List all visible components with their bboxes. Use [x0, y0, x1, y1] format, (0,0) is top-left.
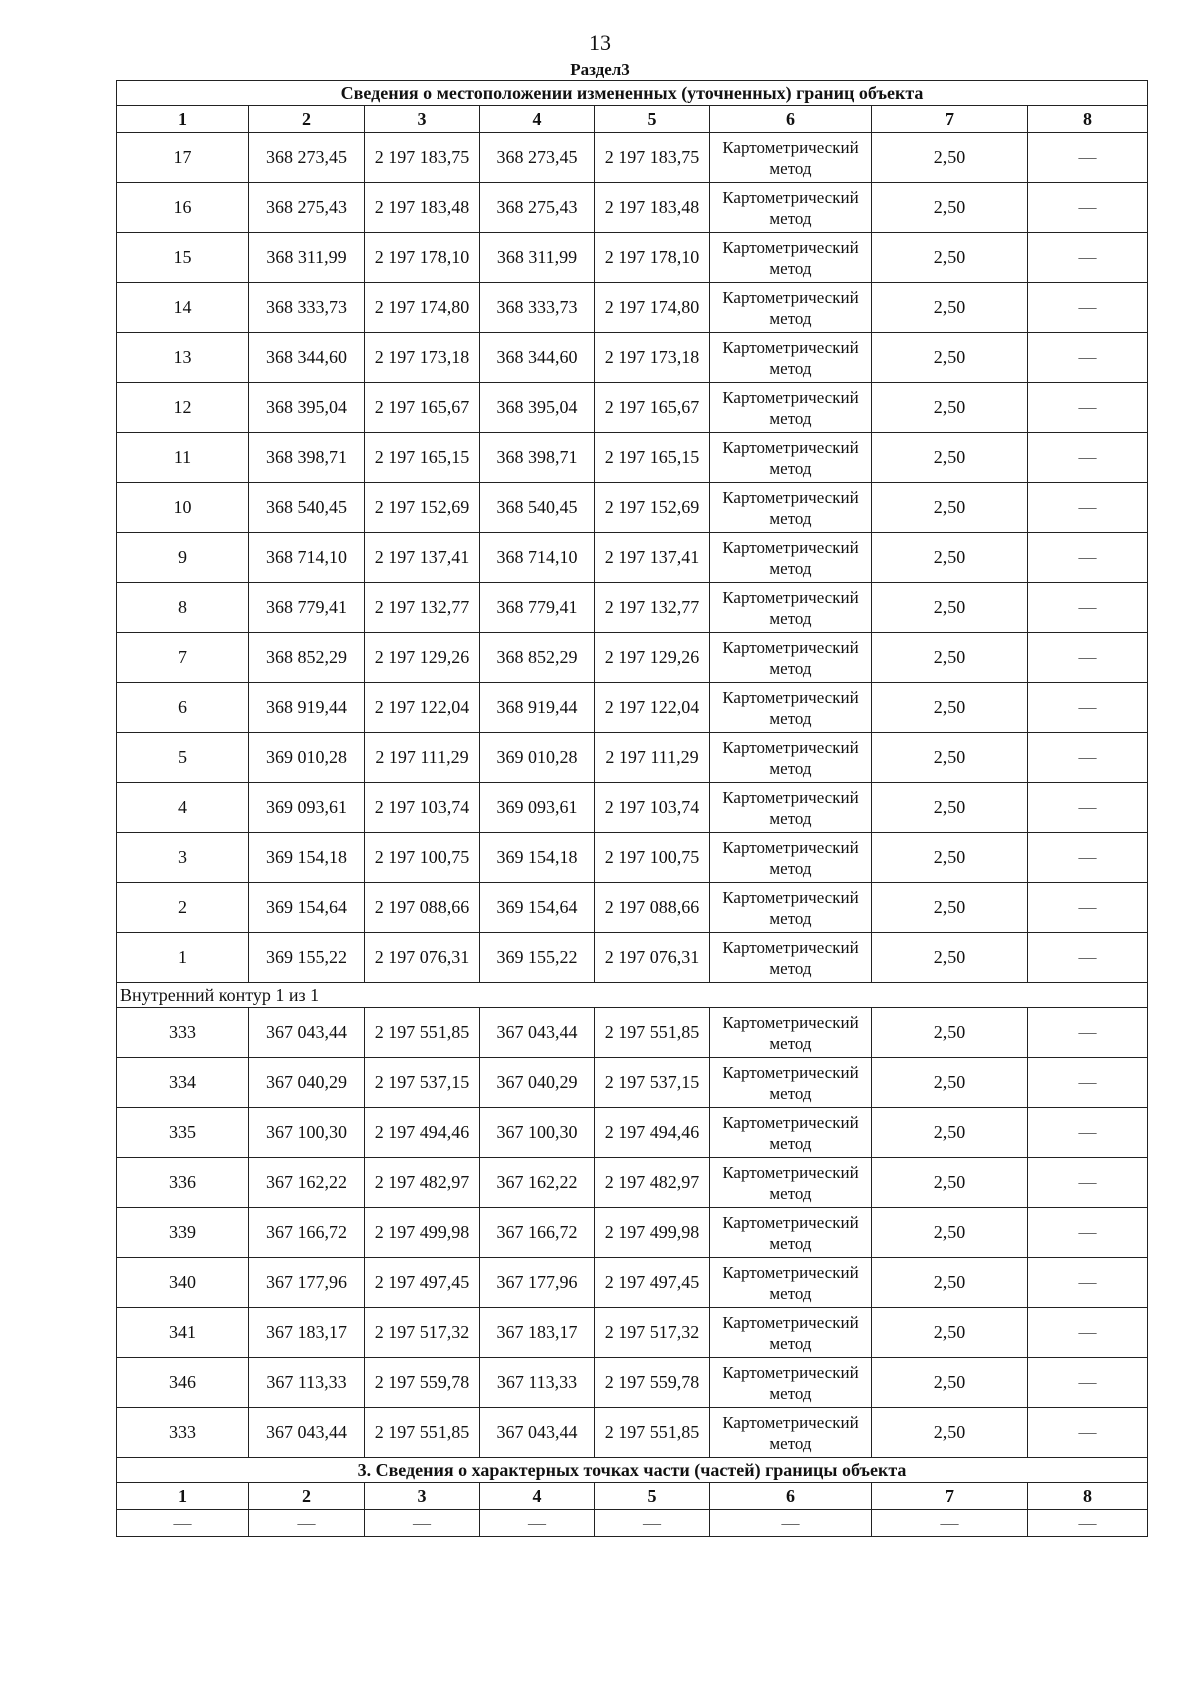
table-cell: 2,50: [872, 1208, 1028, 1258]
dash-cell: —: [1028, 383, 1148, 433]
table-cell: 368 852,29: [480, 633, 595, 683]
table-cell: 2 197 152,69: [365, 483, 480, 533]
table-cell: 367 183,17: [480, 1308, 595, 1358]
table-cell: 2 197 165,67: [365, 383, 480, 433]
method-cell: Картометрический метод: [710, 783, 872, 833]
table-cell: 368 779,41: [249, 583, 365, 633]
table-cell: 2,50: [872, 1408, 1028, 1458]
dash-cell: —: [1028, 233, 1148, 283]
table-cell: 368 275,43: [480, 183, 595, 233]
table-row: [117, 633, 1148, 683]
table-cell: 346: [117, 1358, 249, 1408]
table-cell: 2 197 100,75: [365, 833, 480, 883]
table-cell: 368 919,44: [480, 683, 595, 733]
table-cell: 2 197 129,26: [365, 633, 480, 683]
boundary-table-body: [117, 81, 1148, 1537]
table-cell: 2 197 132,77: [595, 583, 710, 633]
section2-title-row: [117, 81, 1148, 106]
table-row: [117, 683, 1148, 733]
table-cell: 2 197 551,85: [595, 1408, 710, 1458]
method-cell: Картометрический метод: [710, 383, 872, 433]
table-cell: 2 197 183,48: [595, 183, 710, 233]
table-cell: 369 154,18: [249, 833, 365, 883]
table-cell: 2 197 132,77: [365, 583, 480, 633]
table-cell: 2 197 499,98: [595, 1208, 710, 1258]
dash-cell: —: [1028, 483, 1148, 533]
table-cell: 369 010,28: [249, 733, 365, 783]
column-header: 3: [365, 106, 480, 133]
table-cell: 369 093,61: [480, 783, 595, 833]
table-cell: 2,50: [872, 1258, 1028, 1308]
method-cell: Картометрический метод: [710, 1308, 872, 1358]
table-cell: 2,50: [872, 1358, 1028, 1408]
table-cell: 367 043,44: [480, 1008, 595, 1058]
table-cell: 369 155,22: [249, 933, 365, 983]
column-header: 1: [117, 106, 249, 133]
table-cell: 368 398,71: [249, 433, 365, 483]
table-cell: 2 197 174,80: [595, 283, 710, 333]
table-cell: —: [117, 1510, 249, 1537]
table-row: [117, 733, 1148, 783]
table-cell: 2 197 137,41: [365, 533, 480, 583]
table-cell: 2 197 551,85: [365, 1408, 480, 1458]
table-cell: 16: [117, 183, 249, 233]
table-cell: 368 333,73: [249, 283, 365, 333]
table-cell: 367 166,72: [480, 1208, 595, 1258]
table-cell: 11: [117, 433, 249, 483]
table-cell: 2 197 100,75: [595, 833, 710, 883]
method-cell: Картометрический метод: [710, 1408, 872, 1458]
table-cell: 367 162,22: [480, 1158, 595, 1208]
page-number: 13: [589, 30, 611, 55]
dash-cell: —: [1028, 1108, 1148, 1158]
method-cell: Картометрический метод: [710, 283, 872, 333]
table-row: [117, 933, 1148, 983]
table-cell: 13: [117, 333, 249, 383]
table-cell: —: [249, 1510, 365, 1537]
table-cell: 2 197 111,29: [595, 733, 710, 783]
method-cell: Картометрический метод: [710, 1058, 872, 1108]
section2-header-row: [117, 106, 1148, 133]
inner-contour-label: Внутренний контур 1 из 1: [117, 983, 1148, 1008]
table-row: [117, 183, 1148, 233]
table-cell: 333: [117, 1008, 249, 1058]
section3-header-row: [117, 1483, 1148, 1510]
table-cell: 368 311,99: [249, 233, 365, 283]
table-row: [117, 433, 1148, 483]
method-cell: Картометрический метод: [710, 883, 872, 933]
section-label: Раздел3: [570, 60, 630, 79]
method-cell: Картометрический метод: [710, 1358, 872, 1408]
table-cell: 2 197 494,46: [365, 1108, 480, 1158]
table-row: [117, 233, 1148, 283]
table-cell: 2 197 129,26: [595, 633, 710, 683]
table-cell: 2,50: [872, 683, 1028, 733]
column-header: 3: [365, 1483, 480, 1510]
table-cell: 333: [117, 1408, 249, 1458]
table-cell: 369 154,18: [480, 833, 595, 883]
table-row: [117, 583, 1148, 633]
method-cell: Картометрический метод: [710, 1258, 872, 1308]
table-cell: 368 852,29: [249, 633, 365, 683]
table-cell: 2 197 183,75: [365, 133, 480, 183]
table-cell: 368 540,45: [480, 483, 595, 533]
table-cell: —: [365, 1510, 480, 1537]
table-cell: 367 100,30: [480, 1108, 595, 1158]
table-cell: —: [872, 1510, 1028, 1537]
table-cell: 367 177,96: [249, 1258, 365, 1308]
table-cell: 3: [117, 833, 249, 883]
column-header: 2: [249, 1483, 365, 1510]
method-cell: Картометрический метод: [710, 333, 872, 383]
table-cell: 2,50: [872, 933, 1028, 983]
table-cell: 2,50: [872, 233, 1028, 283]
table-cell: 2,50: [872, 883, 1028, 933]
table-cell: 2,50: [872, 133, 1028, 183]
table-row: [117, 1408, 1148, 1458]
dash-cell: —: [1028, 433, 1148, 483]
table-cell: 341: [117, 1308, 249, 1358]
table-cell: 2 197 178,10: [595, 233, 710, 283]
table-cell: 2 197 559,78: [365, 1358, 480, 1408]
dash-cell: —: [1028, 1258, 1148, 1308]
table-cell: 2 197 482,97: [365, 1158, 480, 1208]
column-header: 5: [595, 106, 710, 133]
table-cell: 2,50: [872, 733, 1028, 783]
method-cell: Картометрический метод: [710, 183, 872, 233]
table-cell: 369 154,64: [480, 883, 595, 933]
method-cell: Картометрический метод: [710, 1158, 872, 1208]
table-cell: 368 273,45: [249, 133, 365, 183]
table-row: [117, 1308, 1148, 1358]
table-cell: 8: [117, 583, 249, 633]
table-cell: 367 040,29: [480, 1058, 595, 1108]
table-cell: 14: [117, 283, 249, 333]
table-cell: 2 197 559,78: [595, 1358, 710, 1408]
table-cell: 367 113,33: [480, 1358, 595, 1408]
method-cell: Картометрический метод: [710, 533, 872, 583]
table-cell: 2 197 499,98: [365, 1208, 480, 1258]
table-row: [117, 483, 1148, 533]
dash-cell: —: [1028, 733, 1148, 783]
table-cell: 367 166,72: [249, 1208, 365, 1258]
table-cell: 2 197 165,15: [365, 433, 480, 483]
table-row: [117, 1158, 1148, 1208]
table-cell: 368 714,10: [249, 533, 365, 583]
dash-cell: —: [1028, 583, 1148, 633]
table-cell: 2,50: [872, 583, 1028, 633]
table-cell: 2,50: [872, 433, 1028, 483]
section3-empty-row: [117, 1510, 1148, 1537]
table-cell: 369 093,61: [249, 783, 365, 833]
table-cell: 2,50: [872, 1008, 1028, 1058]
method-cell: Картометрический метод: [710, 1208, 872, 1258]
table-cell: 15: [117, 233, 249, 283]
table-cell: 2 197 122,04: [595, 683, 710, 733]
section3-title-row: [117, 1458, 1148, 1483]
column-header: 7: [872, 106, 1028, 133]
table-cell: 2,50: [872, 483, 1028, 533]
table-cell: 2 197 088,66: [595, 883, 710, 933]
table-cell: 368 779,41: [480, 583, 595, 633]
table-cell: 2 197 497,45: [365, 1258, 480, 1308]
table-cell: 2,50: [872, 383, 1028, 433]
table-cell: —: [595, 1510, 710, 1537]
table-cell: 2 197 165,67: [595, 383, 710, 433]
table-cell: 2,50: [872, 283, 1028, 333]
table-cell: 368 311,99: [480, 233, 595, 283]
table-cell: 2 197 173,18: [365, 333, 480, 383]
table-cell: 2: [117, 883, 249, 933]
dash-cell: —: [1028, 633, 1148, 683]
table-cell: 2 197 173,18: [595, 333, 710, 383]
table-cell: 336: [117, 1158, 249, 1208]
table-cell: 2 197 183,75: [595, 133, 710, 183]
table-row: [117, 383, 1148, 433]
dash-cell: —: [1028, 1008, 1148, 1058]
table-cell: 2 197 076,31: [365, 933, 480, 983]
table-cell: 335: [117, 1108, 249, 1158]
table-cell: —: [480, 1510, 595, 1537]
dash-cell: —: [1028, 1408, 1148, 1458]
table-cell: 2 197 517,32: [595, 1308, 710, 1358]
table-cell: 369 154,64: [249, 883, 365, 933]
dash-cell: —: [1028, 933, 1148, 983]
table-cell: 2 197 137,41: [595, 533, 710, 583]
table-cell: 7: [117, 633, 249, 683]
table-cell: 368 919,44: [249, 683, 365, 733]
table-cell: 9: [117, 533, 249, 583]
table-cell: 2,50: [872, 833, 1028, 883]
table-cell: 2,50: [872, 533, 1028, 583]
table-cell: 2 197 482,97: [595, 1158, 710, 1208]
column-header: 4: [480, 106, 595, 133]
dash-cell: —: [1028, 683, 1148, 733]
dash-cell: —: [1028, 283, 1148, 333]
table-cell: 2 197 551,85: [595, 1008, 710, 1058]
column-header: 5: [595, 1483, 710, 1510]
table-cell: 368 344,60: [480, 333, 595, 383]
table-cell: 2,50: [872, 1158, 1028, 1208]
table-cell: 5: [117, 733, 249, 783]
column-header: 7: [872, 1483, 1028, 1510]
dash-cell: —: [1028, 1158, 1148, 1208]
table-cell: 367 040,29: [249, 1058, 365, 1108]
method-cell: Картометрический метод: [710, 483, 872, 533]
table-cell: 368 273,45: [480, 133, 595, 183]
dash-cell: —: [1028, 1358, 1148, 1408]
table-cell: 2,50: [872, 1308, 1028, 1358]
table-cell: 2,50: [872, 1108, 1028, 1158]
table-cell: 2 197 088,66: [365, 883, 480, 933]
table-row: [117, 1358, 1148, 1408]
table-cell: 2,50: [872, 183, 1028, 233]
table-row: [117, 333, 1148, 383]
table-cell: 2 197 152,69: [595, 483, 710, 533]
table-cell: 10: [117, 483, 249, 533]
table-cell: 2 197 551,85: [365, 1008, 480, 1058]
method-cell: Картометрический метод: [710, 583, 872, 633]
table-cell: 339: [117, 1208, 249, 1258]
method-cell: Картометрический метод: [710, 233, 872, 283]
table-cell: 2,50: [872, 783, 1028, 833]
dash-cell: —: [1028, 333, 1148, 383]
table-cell: 2 197 111,29: [365, 733, 480, 783]
table-cell: 367 100,30: [249, 1108, 365, 1158]
dash-cell: —: [1028, 833, 1148, 883]
table-cell: 2,50: [872, 333, 1028, 383]
table-cell: 1: [117, 933, 249, 983]
table-row: [117, 1208, 1148, 1258]
column-header: 6: [710, 106, 872, 133]
section3-title: 3. Сведения о характерных точках части (частей) границы объекта: [117, 1458, 1148, 1483]
column-header: 4: [480, 1483, 595, 1510]
table-cell: 2 197 497,45: [595, 1258, 710, 1308]
method-cell: Картометрический метод: [710, 1108, 872, 1158]
dash-cell: —: [1028, 883, 1148, 933]
dash-cell: —: [1028, 133, 1148, 183]
table-cell: 368 275,43: [249, 183, 365, 233]
dash-cell: —: [1028, 783, 1148, 833]
table-cell: —: [710, 1510, 872, 1537]
table-cell: 2 197 178,10: [365, 233, 480, 283]
table-cell: 4: [117, 783, 249, 833]
table-row: [117, 1008, 1148, 1058]
table-row: [117, 883, 1148, 933]
table-cell: 2 197 517,32: [365, 1308, 480, 1358]
table-cell: 2 197 537,15: [595, 1058, 710, 1108]
table-cell: 368 395,04: [480, 383, 595, 433]
table-cell: 2 197 122,04: [365, 683, 480, 733]
table-cell: 368 344,60: [249, 333, 365, 383]
column-header: 6: [710, 1483, 872, 1510]
table-cell: 334: [117, 1058, 249, 1108]
dash-cell: —: [1028, 1058, 1148, 1108]
method-cell: Картометрический метод: [710, 633, 872, 683]
table-cell: 368 395,04: [249, 383, 365, 433]
method-cell: Картометрический метод: [710, 733, 872, 783]
table-cell: 367 043,44: [249, 1408, 365, 1458]
method-cell: Картометрический метод: [710, 683, 872, 733]
table-row: [117, 783, 1148, 833]
table-cell: 17: [117, 133, 249, 183]
dash-cell: —: [1028, 533, 1148, 583]
section2-title: Сведения о местоположении измененных (уточненных) границ объекта: [117, 81, 1148, 106]
table-cell: 367 162,22: [249, 1158, 365, 1208]
inner-contour-row: [117, 983, 1148, 1008]
table-cell: 368 540,45: [249, 483, 365, 533]
table-cell: 368 714,10: [480, 533, 595, 583]
table-cell: 367 043,44: [480, 1408, 595, 1458]
table-cell: 2 197 494,46: [595, 1108, 710, 1158]
method-cell: Картометрический метод: [710, 933, 872, 983]
table-cell: 2 197 537,15: [365, 1058, 480, 1108]
table-row: [117, 1258, 1148, 1308]
table-row: [117, 1108, 1148, 1158]
table-cell: 367 177,96: [480, 1258, 595, 1308]
table-row: [117, 533, 1148, 583]
table-cell: 2 197 076,31: [595, 933, 710, 983]
table-row: [117, 833, 1148, 883]
table-cell: 369 010,28: [480, 733, 595, 783]
boundary-table: [116, 80, 1148, 1537]
table-cell: 2 197 174,80: [365, 283, 480, 333]
table-cell: 2 197 165,15: [595, 433, 710, 483]
table-cell: 6: [117, 683, 249, 733]
dash-cell: —: [1028, 1308, 1148, 1358]
method-cell: Картометрический метод: [710, 833, 872, 883]
column-header: 2: [249, 106, 365, 133]
table-cell: 368 398,71: [480, 433, 595, 483]
column-header: 8: [1028, 106, 1148, 133]
table-row: [117, 133, 1148, 183]
table-cell: 2 197 103,74: [595, 783, 710, 833]
table-cell: 340: [117, 1258, 249, 1308]
table-cell: 12: [117, 383, 249, 433]
column-header: 8: [1028, 1483, 1148, 1510]
table-row: [117, 1058, 1148, 1108]
table-cell: 368 333,73: [480, 283, 595, 333]
table-cell: 367 043,44: [249, 1008, 365, 1058]
method-cell: Картометрический метод: [710, 433, 872, 483]
table-cell: 2 197 103,74: [365, 783, 480, 833]
column-header: 1: [117, 1483, 249, 1510]
method-cell: Картометрический метод: [710, 133, 872, 183]
table-cell: 2,50: [872, 1058, 1028, 1108]
dash-cell: —: [1028, 1208, 1148, 1258]
table-cell: —: [1028, 1510, 1148, 1537]
table-cell: 2,50: [872, 633, 1028, 683]
table-cell: 367 113,33: [249, 1358, 365, 1408]
table-cell: 367 183,17: [249, 1308, 365, 1358]
table-cell: 2 197 183,48: [365, 183, 480, 233]
method-cell: Картометрический метод: [710, 1008, 872, 1058]
table-cell: 369 155,22: [480, 933, 595, 983]
table-row: [117, 283, 1148, 333]
dash-cell: —: [1028, 183, 1148, 233]
